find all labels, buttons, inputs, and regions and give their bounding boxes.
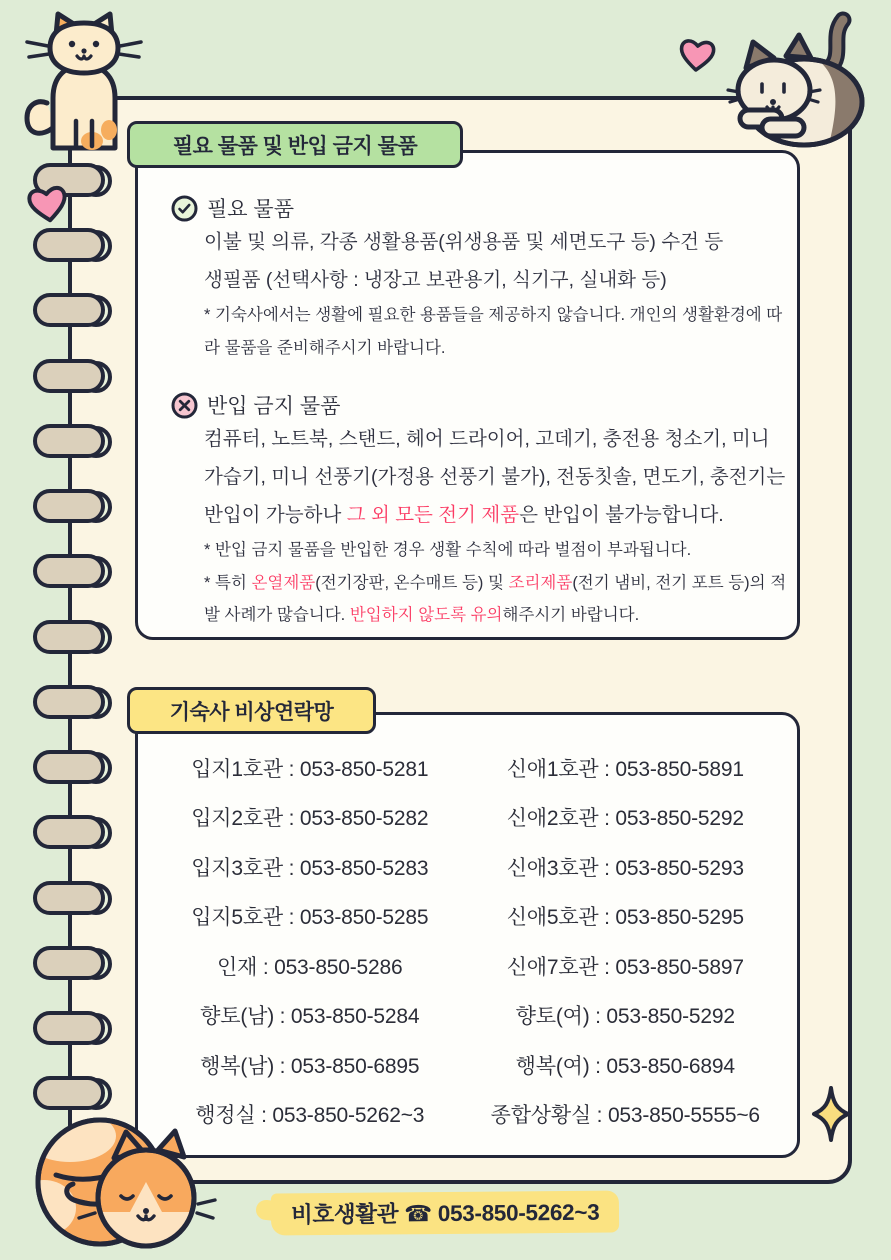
required-items-line: 이불 및 의류, 각종 생활용품(위생용품 및 세면도구 등) 수건 등 [204,231,724,253]
spiral-binding [33,1011,143,1047]
contact-entry: 입지1호관 : 053-850-5281 [191,758,429,781]
section1-title-label: 필요 물품 및 반입 금지 물품 [172,134,418,158]
spiral-binding [33,359,143,395]
x-circle-icon [171,392,198,419]
contact-row [152,901,783,931]
contact-row [152,802,783,832]
contacts-card [135,712,800,1158]
heart-icon [23,181,72,229]
required-items-line: 생필품 (선택사항 : 냉장고 보관용기, 식기구, 실내화 등) [204,269,667,291]
spiral-binding [33,489,143,525]
prohibited-accent-text: 그 외 모든 전기 제품 [346,504,520,526]
contact-entry: 입지3호관 : 053-850-5283 [191,856,429,880]
spiral-binding [33,881,143,917]
prohibited-items [171,390,787,632]
footer-text: 비호생활관 ☎ 053-850-5262~3 [291,1199,600,1228]
contact-entry: 향토(남) : 053-850-5284 [200,1005,420,1029]
spiral-binding [33,293,143,329]
spiral-binding [33,685,143,721]
contact-entry: 행정실 : 053-850-5262~3 [195,1103,425,1127]
section2-title [127,687,376,734]
spiral-binding [33,1076,143,1112]
prohibited-text: 은 반입이 불가능합니다. [519,504,724,526]
contact-entry: 종합상황실 : 053-850-5555~6 [490,1103,760,1127]
prohibited-items-note2 [204,567,792,632]
spiral-binding [33,750,143,786]
note-text: (전기 냄비, 전기 포트 등)의 적발 사례가 많습니다. [204,573,787,624]
note-text: (전기장판, 온수매트 등) 및 [315,573,509,592]
contact-entry: 인재 : 053-850-5286 [217,955,403,979]
contact-entry: 신애3호관 : 053-850-5293 [506,856,744,880]
cat-top-left [22,4,147,151]
prohibited-items-heading: 반입 금지 물품 [207,395,341,418]
contact-entry: 입지5호관 : 053-850-5285 [191,906,429,930]
spiral-binding [33,620,143,656]
contact-entry: 신애5호관 : 053-850-5295 [506,906,744,930]
contact-row [152,852,783,882]
prohibited-items-paragraph [204,420,792,534]
note-accent-text: 반입하지 않도록 유의 [349,606,503,624]
note-accent-text: 조리제품 [508,573,573,592]
spiral-binding [33,228,143,264]
prohibited-text: 컴퓨터, 노트북, 스탠드, 헤어 드라이어, 고데기, 충전용 청소기, 미니 가습기, 미니 선풍기(가정용 선풍기 불가), 전동칫솔, 면도기, 충전기는 반입이 가능하나 [204,428,786,526]
cat-bottom-left [18,1112,218,1260]
spiral-binding [33,554,143,590]
contact-entry: 행복(여) : 053-850-6894 [515,1054,735,1078]
note-accent-text: 온열제품 [251,573,316,592]
section1-title [127,121,463,168]
heart-icon [675,35,718,76]
contact-entry: 향토(여) : 053-850-5292 [515,1005,735,1029]
spiral-binding [33,424,143,460]
contact-row [152,753,783,783]
required-items-note: * 기숙사에서는 생활에 필요한 용품들을 제공하지 않습니다. 개인의 생활환경에 따라 물품을 준비해주시기 바랍니다. [204,306,783,357]
note-text: * 특히 [204,573,252,592]
spiral-binding [33,815,143,851]
items-card [135,150,800,640]
contact-row [152,951,783,981]
footer-highlight [271,1190,620,1235]
note-text: 해주시기 바랍니다. [502,606,640,624]
sparkle-icon [810,1085,852,1143]
contact-row [152,1099,783,1129]
section2-title-label: 기숙사 비상연락망 [169,700,334,724]
check-circle-icon [171,195,198,222]
contact-entry: 신애7호관 : 053-850-5897 [506,955,744,979]
contact-row [152,1000,783,1030]
contact-row [152,1050,783,1080]
required-items [171,193,783,364]
contact-entry: 입지2호관 : 053-850-5282 [191,807,429,831]
contact-entry: 신애1호관 : 053-850-5891 [506,758,744,781]
cat-top-right [726,6,871,151]
spiral-binding [33,946,143,982]
contact-entry: 행복(남) : 053-850-6895 [200,1054,420,1078]
contact-entry: 신애2호관 : 053-850-5292 [506,807,744,831]
required-items-heading: 필요 물품 [207,198,294,221]
prohibited-items-note1: * 반입 금지 물품을 반입한 경우 생활 수칙에 따라 벌점이 부과됩니다. [204,541,692,559]
